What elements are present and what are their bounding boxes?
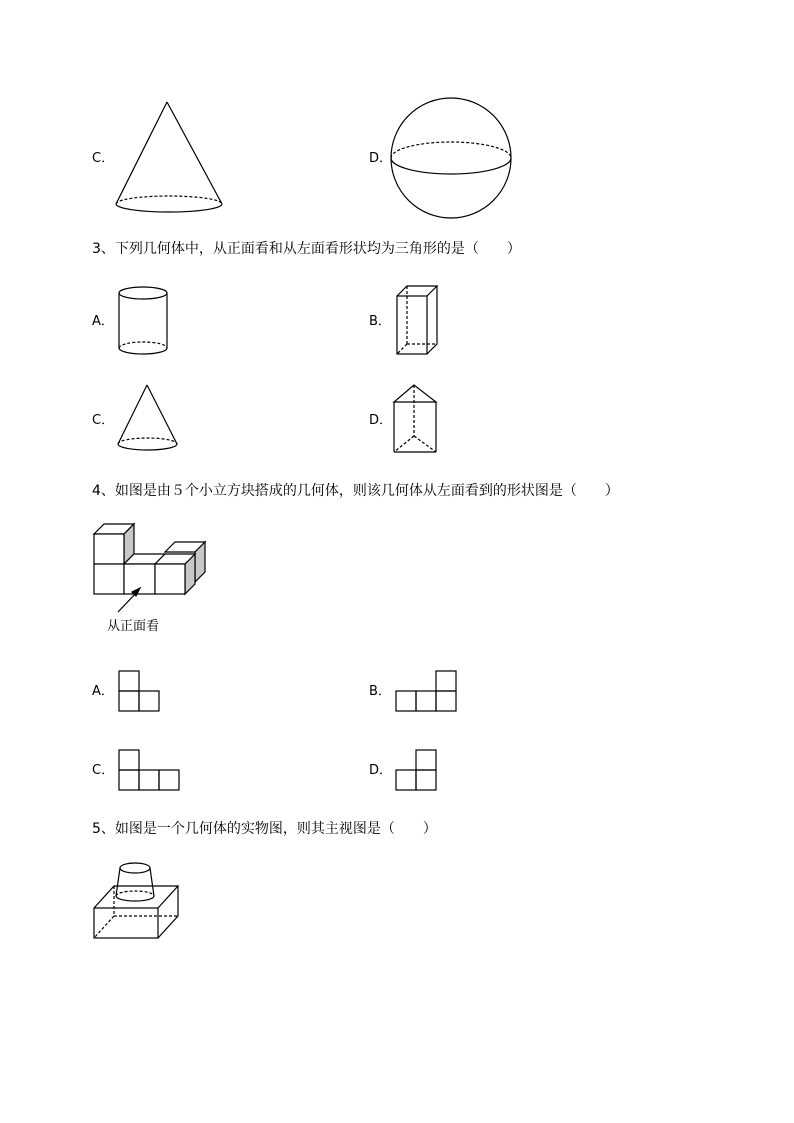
q2-sphere-figure (388, 96, 516, 220)
q4-question-text: 4、如图是由５个小立方块搭成的几何体，则该几何体从左面看到的形状图是（ ） (92, 483, 619, 499)
q2-cone-figure (110, 98, 230, 218)
q3-question-text: 3、下列几何体中，从正面看和从左面看形状均为三角形的是（ ） (92, 241, 521, 257)
q4-option-c-figure (118, 749, 182, 793)
q3-option-a-label: A． (92, 314, 114, 329)
q3-option-b-label: B． (369, 314, 391, 329)
q3-option-d-label: D． (369, 413, 393, 428)
q2-option-c-label: C． (92, 151, 115, 166)
q4-option-b-label: B． (369, 684, 391, 699)
q4-option-d-figure (395, 749, 439, 793)
q3-option-c-label: C． (92, 413, 115, 428)
q3-prism-figure (394, 284, 444, 360)
q5-solid-figure (92, 856, 184, 946)
q5-question-text: 5、如图是一个几何体的实物图，则其主视图是（ ） (92, 821, 437, 837)
q4-option-b-figure (395, 670, 459, 714)
q3-cone-figure (114, 382, 182, 458)
q4-option-a-figure (118, 670, 162, 714)
q4-option-d-label: D． (369, 763, 393, 778)
q3-triangular-prism-figure (390, 382, 446, 458)
q3-cylinder-figure (116, 284, 172, 360)
q4-option-c-label: C． (92, 763, 115, 778)
q2-option-d-label: D． (369, 151, 393, 166)
q4-view-caption: 从正面看 (107, 619, 160, 634)
q4-option-a-label: A． (92, 684, 114, 699)
